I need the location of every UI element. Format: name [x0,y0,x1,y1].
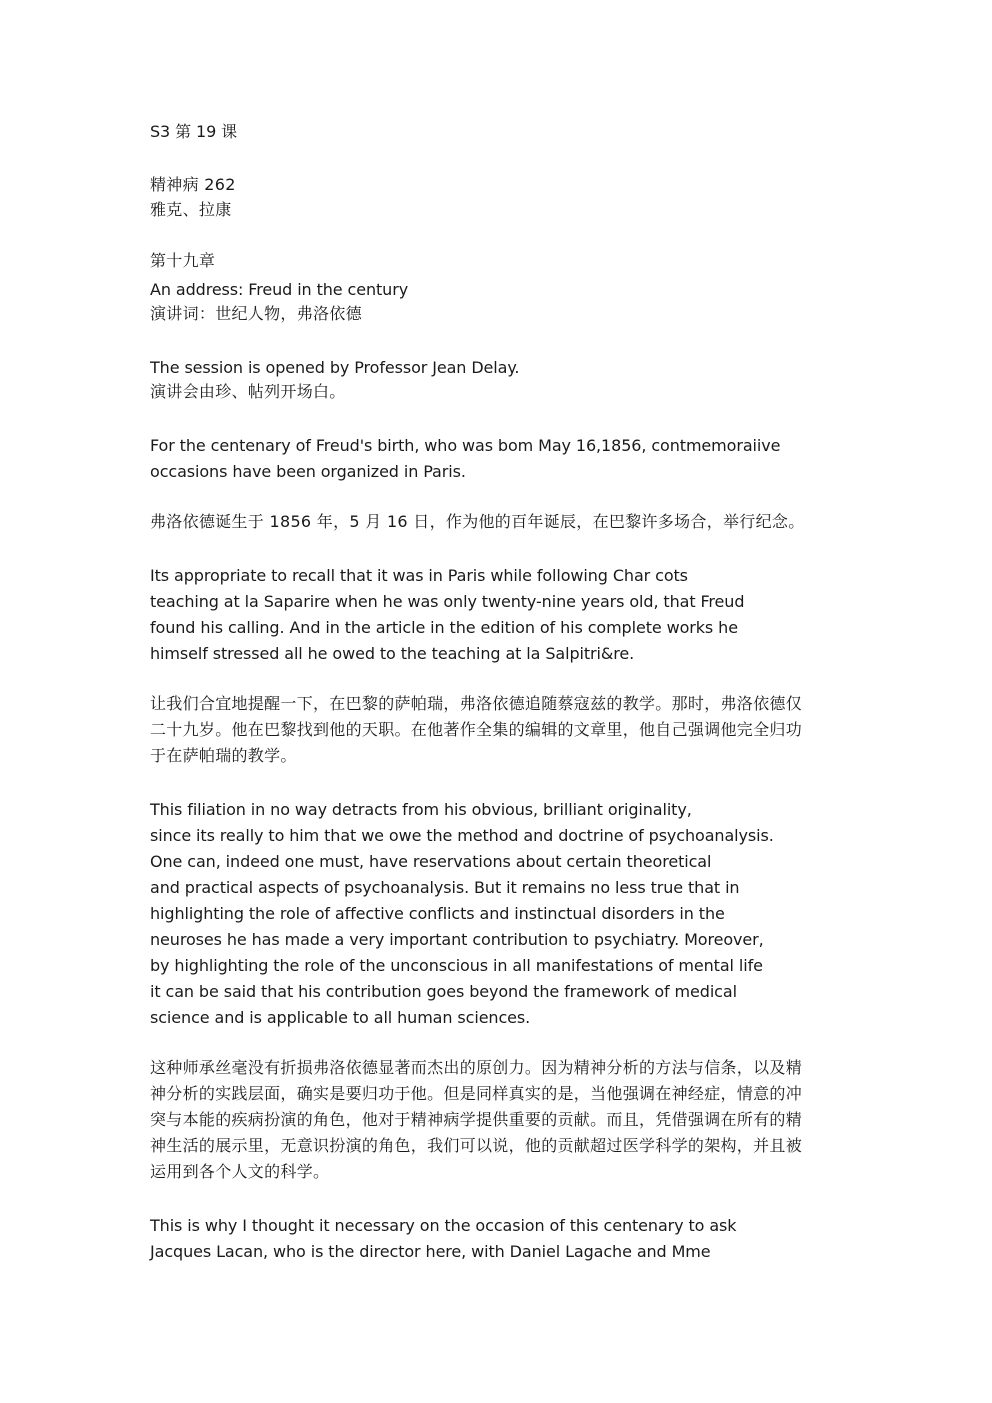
paragraph-line: 让我们合宜地提醒一下，在巴黎的萨帕瑞，弗洛依德追随蔡寇兹的教学。那时，弗洛依德仅 [150,694,803,713]
paragraph-line: Jacques Lacan, who is the director here, with Daniel Lagache and Mme [150,1242,711,1261]
paragraph-line: This is why I thought it necessary on the occasion of this centenary to ask [150,1216,737,1235]
paragraph-line: 于在萨帕瑞的教学。 [150,746,297,765]
paragraph-line: 二十九岁。他在巴黎找到他的天职。在他著作全集的编辑的文章里，他自己强调他完全归功 [150,720,803,739]
paragraph-line: by highlighting the role of the unconscious in all manifestations of mental life [150,956,763,975]
paragraph-line: occasions have been organized in Paris. [150,462,466,481]
paragraph-line: 演讲会由珍、帖列开场白。 [150,382,346,401]
paragraph-line: 运用到各个人文的科学。 [150,1162,330,1181]
paragraph-line: himself stressed all he owed to the teaching at la Salpitri&re. [150,644,635,663]
paragraph-line: found his calling. And in the article in the edition of his complete works he [150,618,738,637]
paragraph-line: neuroses he has made a very important contribution to psychiatry. Moreover, [150,930,764,949]
paragraph-line: 这种师承丝毫没有折损弗洛依德显著而杰出的原创力。因为精神分析的方法与信条，以及精 [150,1058,803,1077]
seminar-title: 精神病 262 [150,175,236,194]
paragraph-line: 神分析的实践层面，确实是要归功于他。但是同样真实的是，当他强调在神经症，情意的冲 [150,1084,803,1103]
chapter-heading: 第十九章 [150,251,216,270]
paragraph-line: One can, indeed one must, have reservations about certain theoretical [150,852,712,871]
paragraph-line: 突与本能的疾病扮演的角色，他对于精神病学提供重要的贡献。而且，凭借强调在所有的精 [150,1110,803,1129]
paragraph-line: and practical aspects of psychoanalysis. But it remains no less true that in [150,878,740,897]
paragraph-line: teaching at la Saparire when he was only twenty-nine years old, that Freud [150,592,745,611]
lesson-heading: S3 第 19 课 [150,122,238,141]
paragraph-line: science and is applicable to all human sciences. [150,1008,531,1027]
paragraph-line: The session is opened by Professor Jean Delay. [150,358,520,377]
paragraph-line: 弗洛依德诞生于 1856 年，5 月 16 日，作为他的百年诞辰，在巴黎许多场合，举行纪念。 [150,512,805,531]
title-chinese: 演讲词：世纪人物，弗洛依德 [150,304,362,323]
paragraph-line: since its really to him that we owe the method and doctrine of psychoanalysis. [150,826,774,845]
paragraph-line: it can be said that his contribution goes beyond the framework of medical [150,982,737,1001]
paragraph-line: 神生活的展示里，无意识扮演的角色，我们可以说，他的贡献超过医学科学的架构，并且被 [150,1136,803,1155]
title-english: An address: Freud in the century [150,280,409,299]
paragraph-line: highlighting the role of affective conflicts and instinctual disorders in the [150,904,725,923]
author-name: 雅克、拉康 [150,200,232,219]
paragraph-line: This filiation in no way detracts from his obvious, brilliant originality, [150,800,692,819]
paragraph-line: Its appropriate to recall that it was in Paris while following Char cots [150,566,688,585]
paragraph-line: For the centenary of Freud's birth, who was bom May 16,1856, contmemoraiive [150,436,781,455]
